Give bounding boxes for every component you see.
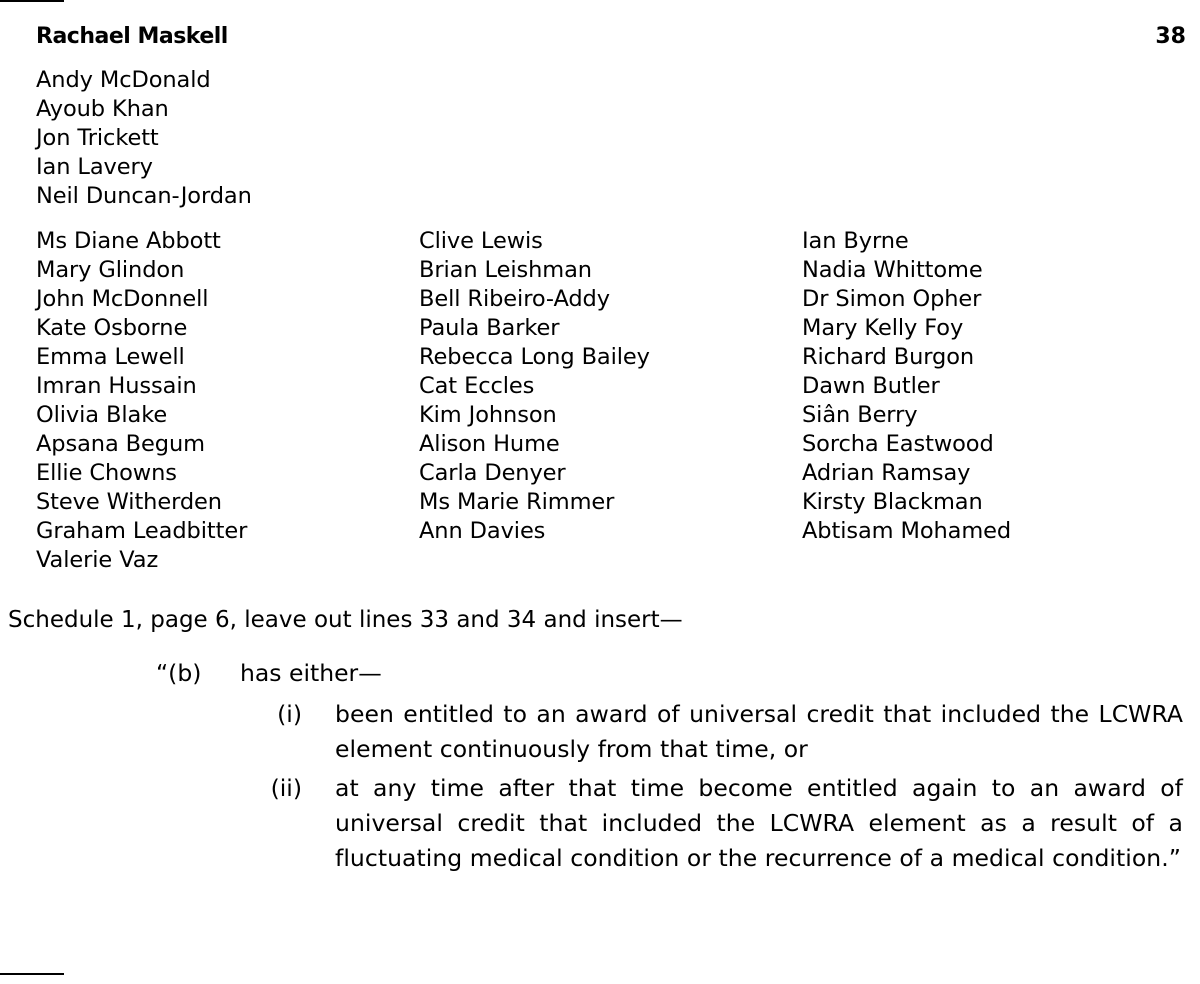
subparagraph-ii-text: at any time after that time become entitled again to an award of universal credit that included the LCWRA element as a result of a fluctuating medical condition or the recurrence of a medical condition.” <box>335 774 1183 872</box>
supporter-name: Carla Denyer <box>419 460 566 486</box>
supporter-name: Richard Burgon <box>802 344 975 370</box>
supporter-name: Brian Leishman <box>419 257 592 283</box>
supporter-name: Ian Lavery <box>36 154 153 180</box>
amendment-number: 38 <box>1155 24 1186 49</box>
supporter-name: Valerie Vaz <box>36 547 159 573</box>
top-rule <box>0 0 64 2</box>
subparagraph-ii-label: (ii) <box>270 774 302 802</box>
supporter-name: Jon Trickett <box>36 125 159 151</box>
supporter-name: Emma Lewell <box>36 344 185 370</box>
supporter-name: Graham Leadbitter <box>36 518 248 544</box>
supporter-name: Siân Berry <box>802 402 918 428</box>
supporter-name: Neil Duncan-Jordan <box>36 183 252 209</box>
amendment-instruction: Schedule 1, page 6, leave out lines 33 and 34 and insert— <box>8 607 683 633</box>
supporter-name: Bell Ribeiro-Addy <box>419 286 610 312</box>
supporter-name: Adrian Ramsay <box>802 460 971 486</box>
supporter-name: Alison Hume <box>419 431 560 457</box>
supporter-name: Rebecca Long Bailey <box>419 344 650 370</box>
supporter-name: Steve Witherden <box>36 489 222 515</box>
subparagraph-i-label: (i) <box>277 700 302 728</box>
supporter-name: John McDonnell <box>36 286 209 312</box>
lead-member-name: Rachael Maskell <box>36 24 228 49</box>
supporter-name: Kim Johnson <box>419 402 557 428</box>
supporters-column-1 <box>36 227 247 575</box>
supporter-name: Kirsty Blackman <box>802 489 983 515</box>
supporter-name: Ms Diane Abbott <box>36 228 221 254</box>
supporters-column-2 <box>419 227 650 546</box>
supporter-name: Dr Simon Opher <box>802 286 982 312</box>
supporter-name: Kate Osborne <box>36 315 188 341</box>
supporter-name: Cat Eccles <box>419 373 535 399</box>
supporter-name: Ann Davies <box>419 518 546 544</box>
paragraph-label: “(b) <box>156 659 202 687</box>
supporter-name: Imran Hussain <box>36 373 197 399</box>
supporters-column-3 <box>802 227 1011 546</box>
supporter-name: Ms Marie Rimmer <box>419 489 615 515</box>
paragraph-text: has either— <box>240 659 382 687</box>
supporter-name: Ayoub Khan <box>36 96 169 122</box>
supporter-name: Olivia Blake <box>36 402 168 428</box>
supporter-name: Abtisam Mohamed <box>802 518 1012 544</box>
supporter-name: Mary Glindon <box>36 257 185 283</box>
supporter-name: Ian Byrne <box>802 228 909 254</box>
primary-supporters-list <box>36 66 252 211</box>
subparagraph-i-text: been entitled to an award of universal credit that included the LCWRA element continuously from that time, or <box>335 700 1183 763</box>
supporter-name: Dawn Butler <box>802 373 940 399</box>
supporter-name: Andy McDonald <box>36 67 211 93</box>
bottom-rule <box>0 973 64 975</box>
supporter-name: Nadia Whittome <box>802 257 983 283</box>
supporter-name: Paula Barker <box>419 315 560 341</box>
supporter-name: Mary Kelly Foy <box>802 315 964 341</box>
supporter-name: Clive Lewis <box>419 228 543 254</box>
supporter-name: Ellie Chowns <box>36 460 177 486</box>
supporter-name: Sorcha Eastwood <box>802 431 994 457</box>
supporter-name: Apsana Begum <box>36 431 205 457</box>
